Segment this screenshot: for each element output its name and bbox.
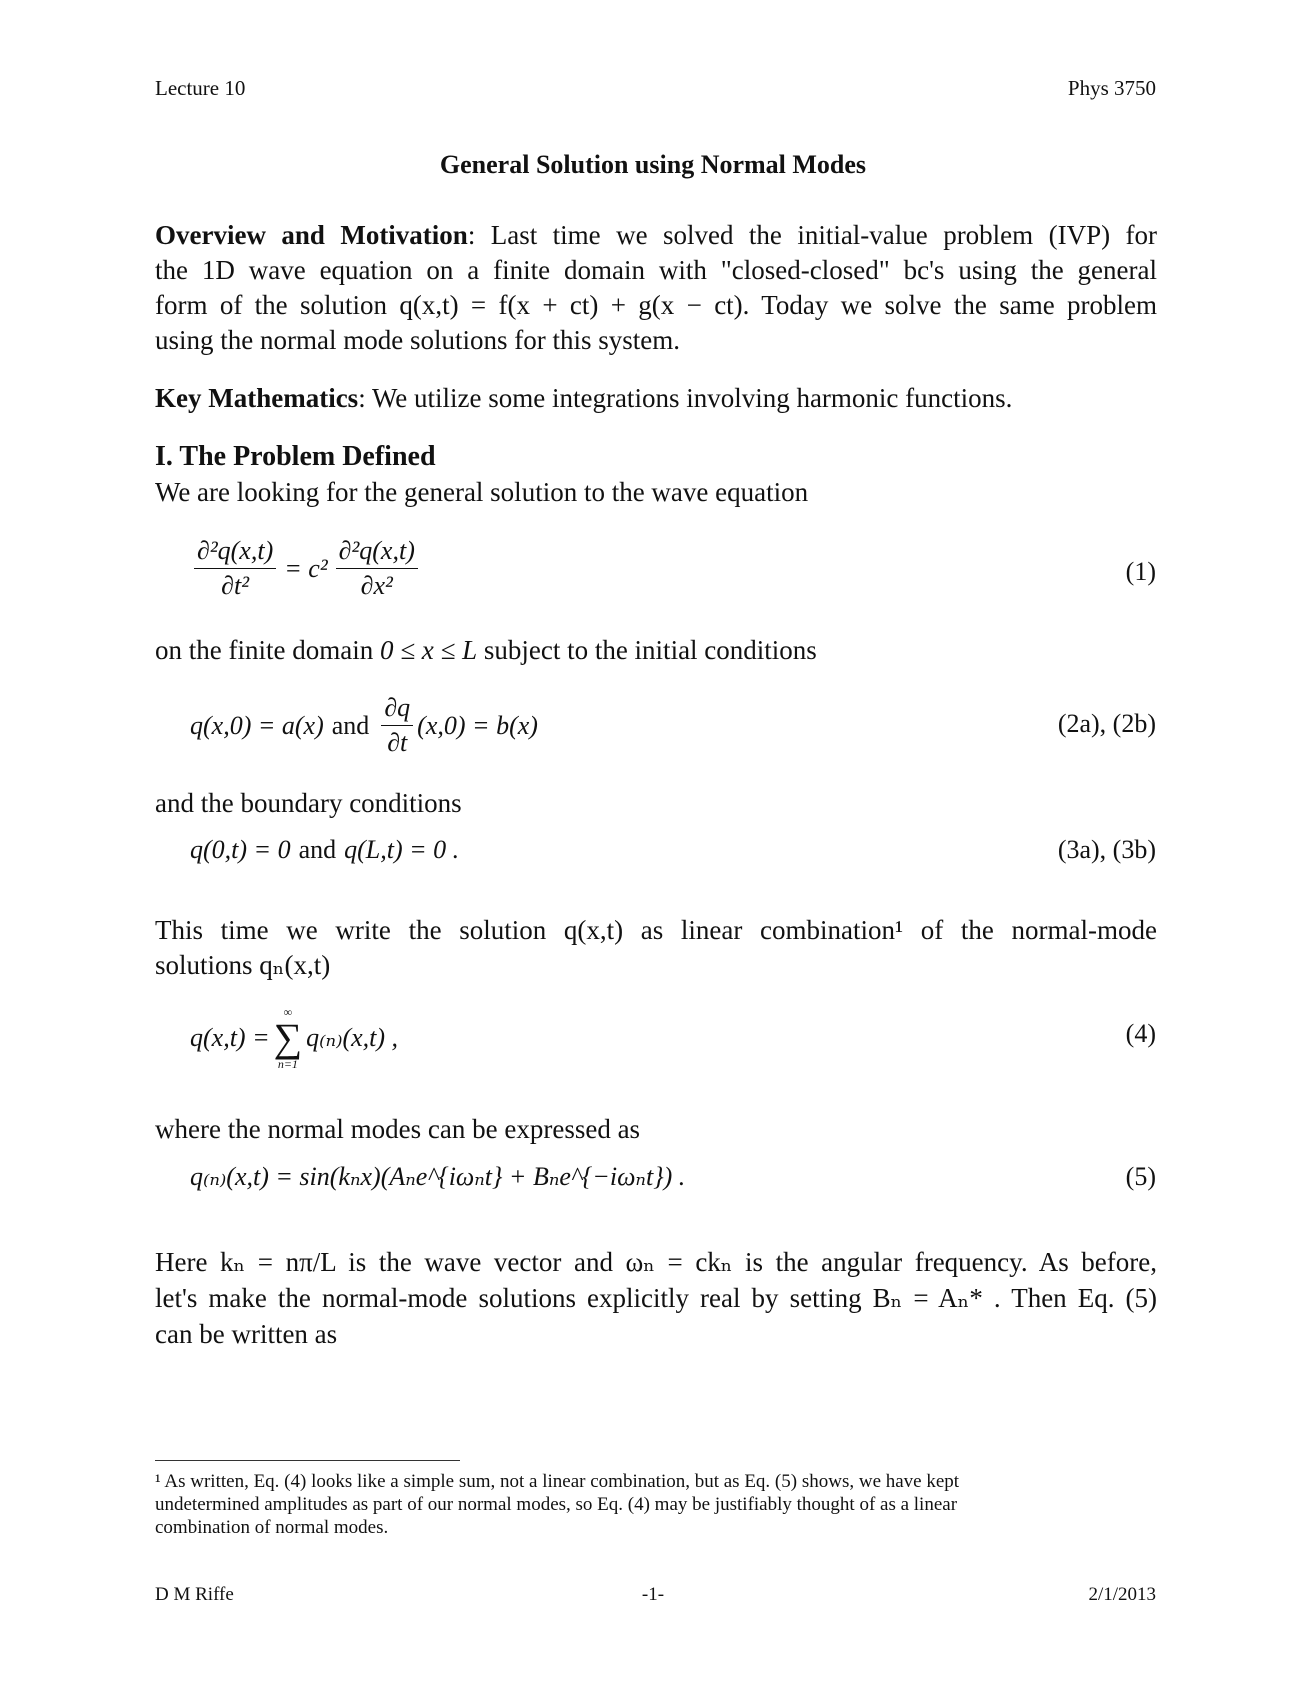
key-math-label: Key Mathematics bbox=[155, 383, 359, 413]
eq1-rhs-numerator: ∂²q(x,t) bbox=[336, 536, 418, 569]
overview-label: Overview and Motivation bbox=[155, 220, 468, 250]
equation-4 bbox=[190, 1006, 398, 1070]
eq3-left: q(0,t) = 0 bbox=[190, 835, 291, 864]
lincomb-paragraph bbox=[155, 913, 1157, 983]
eq1-lhs-numerator: ∂²q(x,t) bbox=[194, 536, 276, 569]
equation-2 bbox=[190, 693, 538, 758]
footer-date: 2/1/2013 bbox=[1088, 1584, 1156, 1605]
sum-lower-limit: n=1 bbox=[277, 1057, 298, 1071]
equation-3-number: (3a), (3b) bbox=[1057, 835, 1156, 864]
equation-5-number: (5) bbox=[1125, 1162, 1156, 1191]
modes-text: where the normal modes can be expressed as bbox=[155, 1114, 641, 1144]
here-line-1: Here kₙ = nπ/L is the wave vector and ωₙ = ckₙ is the angular frequency. As before, bbox=[155, 1247, 1157, 1277]
sum-upper-limit: ∞ bbox=[283, 1005, 293, 1019]
equation-5 bbox=[190, 1162, 685, 1192]
overview-line-4: using the normal mode solutions for this system. bbox=[155, 325, 680, 355]
lincomb-line-1: This time we write the solution q(x,t) as linear combination¹ of the normal-mode bbox=[155, 915, 1157, 945]
here-paragraph bbox=[155, 1244, 1157, 1352]
equation-1 bbox=[190, 536, 422, 601]
here-line-3: can be written as bbox=[155, 1319, 338, 1349]
bc-text: and the boundary conditions bbox=[155, 788, 462, 818]
overview-text-1: Last time we solved the initial-value problem (IVP) for bbox=[490, 220, 1157, 250]
sigma-glyph: ∑ bbox=[273, 1015, 303, 1060]
section-intro: We are looking for the general solution to the wave equation bbox=[155, 477, 809, 507]
overview-paragraph bbox=[155, 218, 1157, 358]
eq2-numerator: ∂q bbox=[381, 693, 413, 726]
eq1-rhs-denominator: ∂x² bbox=[360, 571, 393, 600]
equation-3 bbox=[190, 835, 459, 865]
domain-text-b: subject to the initial conditions bbox=[477, 635, 817, 665]
eq1-middle: = c² bbox=[284, 553, 328, 583]
domain-text-a: on the finite domain bbox=[155, 635, 380, 665]
here-line-2: let's make the normal-mode solutions explicitly real by setting Bₙ = Aₙ* . Then Eq. (5) bbox=[155, 1283, 1157, 1313]
key-math-paragraph: Key Mathematics: We utilize some integrations involving harmonic functions. bbox=[155, 383, 1013, 413]
equation-4-number: (4) bbox=[1125, 1019, 1156, 1048]
eq4-lhs: q(x,t) = bbox=[190, 1023, 270, 1052]
eq1-lhs-denominator: ∂t² bbox=[221, 571, 250, 600]
page-title: General Solution using Normal Modes bbox=[439, 150, 867, 179]
footnote-line-3: combination of normal modes. bbox=[155, 1517, 389, 1538]
eq1-rhs-fraction bbox=[336, 536, 418, 601]
header-left: Lecture 10 bbox=[155, 76, 246, 100]
eq2-denominator: ∂t bbox=[387, 728, 408, 757]
eq2-and: and bbox=[331, 710, 370, 740]
domain-line bbox=[155, 633, 1157, 668]
eq5-expression: q₍ₙ₎(x,t) = sin(kₙx)(Aₙe^{iωₙt} + Bₙe^{−iωₙt}) . bbox=[190, 1162, 686, 1191]
overview-line-1: Overview and Motivation: Last time we solved the initial-value problem (IVP) for bbox=[155, 220, 1157, 250]
equation-1-number: (1) bbox=[1125, 557, 1156, 586]
eq4-term: q₍ₙ₎(x,t) , bbox=[306, 1023, 399, 1052]
eq1-lhs-fraction bbox=[194, 536, 276, 601]
sum-symbol bbox=[274, 1006, 303, 1070]
footer-page-number: -1- bbox=[641, 1584, 665, 1605]
eq3-and: and bbox=[298, 835, 337, 864]
key-math-text: We utilize some integrations involving harmonic functions. bbox=[371, 383, 1013, 413]
header-right: Phys 3750 bbox=[1067, 76, 1156, 100]
footnote-divider bbox=[155, 1460, 460, 1461]
domain-math: 0 ≤ x ≤ L bbox=[379, 635, 478, 665]
section-heading: I. The Problem Defined bbox=[155, 441, 436, 472]
lincomb-line-2: solutions qₙ(x,t) bbox=[155, 950, 331, 980]
equation-2-number: (2a), (2b) bbox=[1057, 709, 1156, 738]
footnote bbox=[155, 1470, 1075, 1539]
footer-author: D M Riffe bbox=[155, 1584, 234, 1605]
eq2-fraction bbox=[381, 693, 413, 758]
footnote-line-2: undetermined amplitudes as part of our normal modes, so Eq. (4) may be justifiably thought of as a linear bbox=[155, 1494, 958, 1515]
eq2-left: q(x,0) = a(x) bbox=[190, 710, 324, 740]
overview-line-2: the 1D wave equation on a finite domain with "closed-closed" bc's using the general bbox=[155, 255, 1157, 285]
eq2-right: (x,0) = b(x) bbox=[417, 710, 538, 740]
eq3-right: q(L,t) = 0 . bbox=[344, 835, 460, 864]
overview-line-3: form of the solution q(x,t) = f(x + ct) + g(x − ct). Today we solve the same problem bbox=[155, 290, 1157, 320]
footnote-line-1: ¹ As written, Eq. (4) looks like a simple sum, not a linear combination, but as Eq. (5) shows, we have kept bbox=[155, 1471, 960, 1492]
